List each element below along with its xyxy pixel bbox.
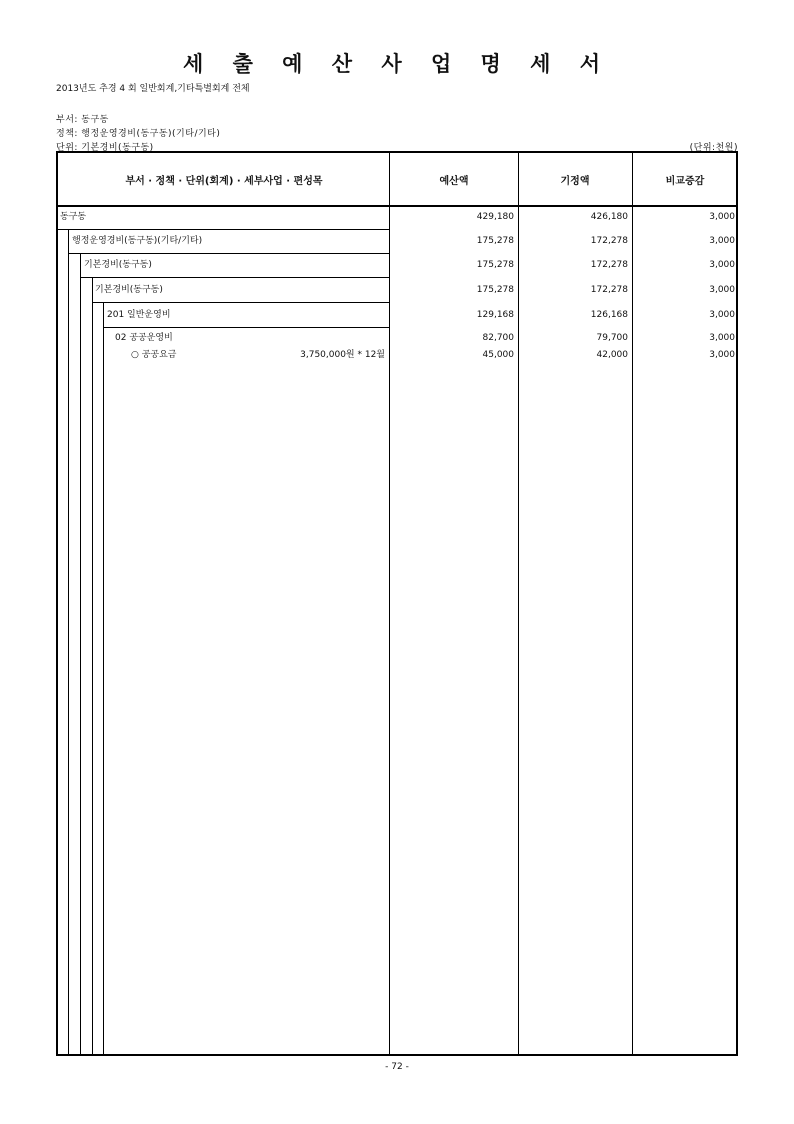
row-budget: 175,278	[476, 236, 514, 246]
row-prior: 42,000	[596, 350, 628, 360]
row-divider	[68, 253, 389, 254]
indent-line	[68, 230, 69, 1054]
col-header-diff: 비교증감	[665, 175, 705, 187]
col-header-budget: 예산액	[439, 175, 469, 187]
indent-line	[103, 303, 104, 1054]
meta-policy: 정책: 행정운영경비(동구동)(기타/기타)	[56, 129, 221, 139]
col-header-prior: 기정액	[560, 175, 590, 187]
meta-unit: 단위: 기본경비(동구동)	[56, 143, 154, 153]
row-divider	[80, 277, 389, 278]
row-prior: 426,180	[590, 212, 628, 222]
row-label: 201 일반운영비	[107, 310, 171, 320]
unit-note: (단위:천원)	[689, 143, 738, 153]
row-prior: 172,278	[590, 236, 628, 246]
page-number: - 72 -	[385, 1062, 409, 1072]
row-diff: 3,000	[709, 236, 735, 246]
row-label: 기본경비(동구동)	[84, 260, 152, 270]
row-label: 행정운영경비(동구동)(기타/기타)	[72, 236, 203, 246]
row-budget: 175,278	[476, 285, 514, 295]
row-diff: 3,000	[709, 310, 735, 320]
row-prior: 126,168	[590, 310, 628, 320]
col-header-item: 부서 · 정책 · 단위(회계) · 세부사업 · 편성목	[125, 175, 323, 187]
row-budget: 175,278	[476, 260, 514, 270]
row-budget: 45,000	[482, 350, 514, 360]
table-header	[58, 153, 736, 207]
row-label: 기본경비(동구동)	[95, 285, 163, 295]
row-budget: 429,180	[476, 212, 514, 222]
row-calc: 3,750,000원 * 12월	[300, 350, 385, 360]
report-subtitle: 2013년도 추경 4 회 일반회계,기타특별회계 전체	[56, 84, 250, 94]
row-divider	[58, 229, 389, 230]
page-title: 세 출 예 산 사 업 명 세 서	[182, 52, 612, 76]
row-divider	[92, 302, 389, 303]
row-label: 02 공공운영비	[115, 333, 173, 343]
row-diff: 3,000	[709, 285, 735, 295]
row-prior: 172,278	[590, 260, 628, 270]
indent-line	[92, 278, 93, 1054]
row-diff: 3,000	[709, 350, 735, 360]
meta-dept: 부서: 동구동	[56, 115, 109, 125]
row-budget: 129,168	[476, 310, 514, 320]
row-label: 동구동	[60, 212, 87, 222]
row-diff: 3,000	[709, 260, 735, 270]
row-diff: 3,000	[709, 333, 735, 343]
row-budget: 82,700	[482, 333, 514, 343]
indent-line	[80, 254, 81, 1054]
budget-table	[56, 151, 738, 1056]
row-divider	[103, 327, 389, 328]
row-prior: 172,278	[590, 285, 628, 295]
row-prior: 79,700	[596, 333, 628, 343]
row-label: ○ 공공요금	[131, 350, 177, 360]
row-diff: 3,000	[709, 212, 735, 222]
